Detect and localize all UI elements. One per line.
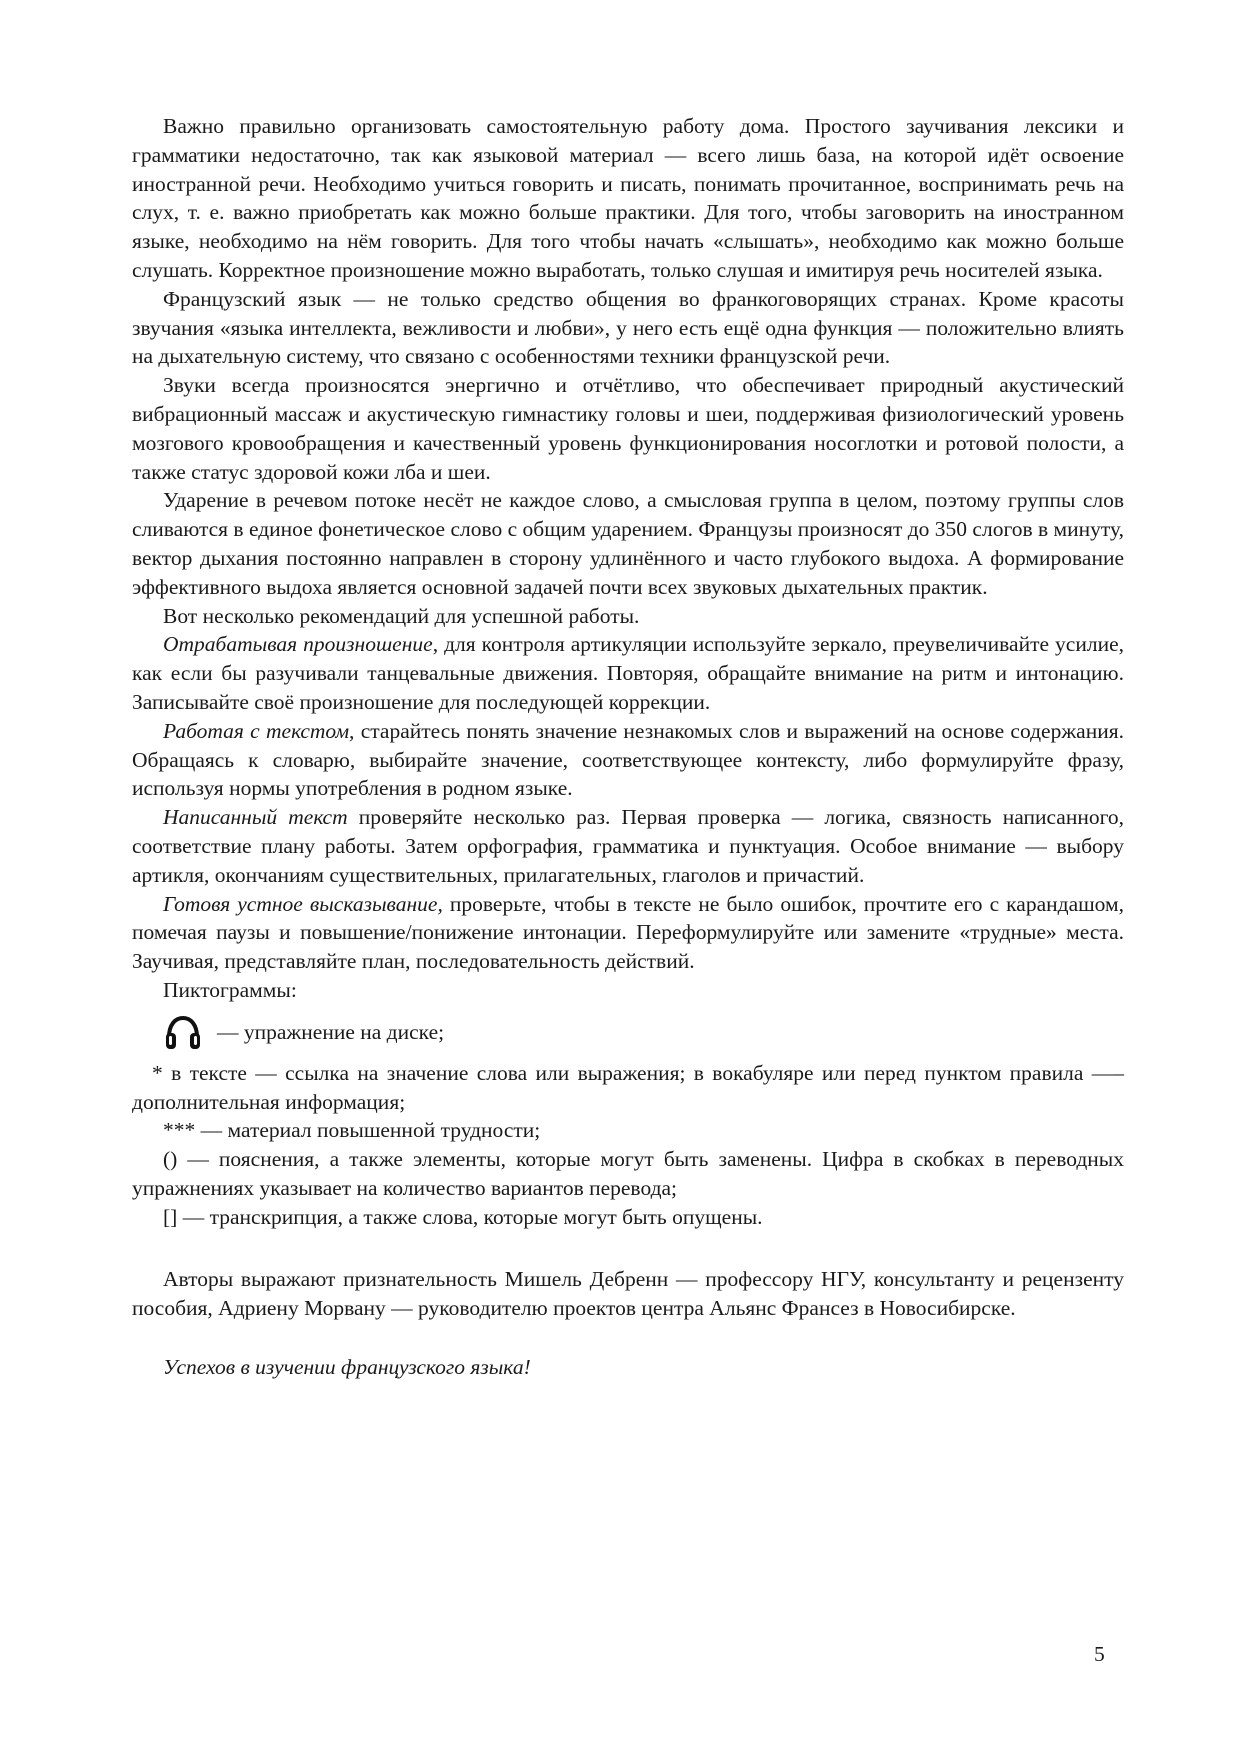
- paragraph-sounds: Звуки всегда произносятся энергично и отчётливо, что обеспечивает природный акустический вибрационный массаж и акустическую гимнастику головы и шеи, поддерживая физиологический уровень мозгового кровообращения и качественный уровень функционирования носоглотки и ротовой полости, а также статус здоровой кожи лба и шеи.: [132, 373, 1124, 484]
- pictogram-headphones-row: [163, 1013, 1124, 1053]
- recommendation-lead: Написанный текст: [163, 805, 348, 830]
- pictograms-heading: Пиктограммы:: [163, 977, 297, 1002]
- paragraph-self-study: Важно правильно организовать самостоятельную работу дома. Простого заучивания лексики и грамматики недостаточно, так как языковой материал — всего лишь база, на которой идёт освоение иностранной речи. Необходимо учиться говорить и писать, понимать прочитанное, воспринимать речь на слух, т. е. важно приобретать как можно больше практики. Для того, чтобы заговорить на иностранном языке, необходимо на нём говорить. Для того чтобы начать «слышать», необходимо как можно больше слушать. Корректное произношение можно выработать, только слушая и имитируя речь носителей языка.: [132, 114, 1124, 282]
- pictogram-triple-asterisk: *** — материал повышенной трудности;: [163, 1118, 541, 1143]
- spacer: [132, 1231, 1124, 1265]
- recommendation-text-work: [132, 717, 1124, 803]
- recommendation-pronunciation: [132, 630, 1124, 716]
- paragraph-stress: Ударение в речевом потоке несёт не каждое слово, а смысловая группа в целом, поэтому группы слов сливаются в единое фонетическое слово с общим ударением. Французы произносят до 350 слогов в минуту, вектор дыхания постоянно направлен в сторону удлинённого и часто глубокого выдоха. А формирование эффективного выдоха является основной задачей почти всех звуковых дыхательных практик.: [132, 488, 1124, 599]
- recommendation-lead: Отрабатывая произношение: [163, 632, 433, 657]
- recommendation-text: старайтесь понять значение незнакомых слов и выражений на основе содержания. Обращаясь к словарю, выбирайте значение, соответствующее контексту, либо формулируйте фразу, используя нормы употребления в родном языке.: [132, 718, 1124, 801]
- recommendation-oral: [132, 890, 1124, 976]
- closing-wish-text: Успехов в изучении французского языка!: [163, 1355, 531, 1380]
- pictogram-headphones-text: — упражнение на диске;: [217, 1020, 445, 1045]
- recommendation-lead: Работая с текстом,: [163, 718, 355, 743]
- closing-wish: [132, 1353, 1124, 1382]
- pictogram-parentheses: () — пояснения, а также элементы, которые могут быть заменены. Цифра в скобках в переводных упражнениях указывает на количество вариантов перевода;: [132, 1147, 1124, 1200]
- acknowledgement: Авторы выражают признательность Мишель Дебренн — профессору НГУ, консультанту и рецензенту пособия, Адриену Морвану — руководителю проектов центра Альянс Франсез в Новосибирске.: [132, 1267, 1124, 1321]
- page-number: 5: [1094, 1642, 1105, 1666]
- text-column: [132, 112, 1124, 1382]
- recommendation-lead: Готовя устное высказывание,: [163, 891, 443, 916]
- paragraph-french-language: Французский язык — не только средство общения во франкоговорящих странах. Кроме красоты звучания «языка интеллекта, вежливости и любви», у него есть ещё одна функция — положительно влиять на дыхательную систему, что связано с особенностями техники французской речи.: [132, 286, 1124, 369]
- recommendation-text: , для контроля артикуляции используйте зеркало, преувеличивайте усилие, как если бы разучивали танцевальные движения. Повторяя, обращайте внимание на ритм и интонацию. Записывайте своё произношение для последующей коррекции.: [132, 632, 1124, 714]
- headphones-icon: [163, 1015, 203, 1051]
- pictogram-asterisk: * в тексте — ссылка на значение слова или выражения; в вокабуляре или перед пунктом правила —– дополнительная информация;: [132, 1060, 1124, 1114]
- recommendation-text: проверяйте несколько раз. Первая проверка — логика, связность написанного, соответствие плану работы. Затем орфография, грамматика и пунктуация. Особое внимание — выбору артикля, окончаниям существительных, прилагательных, глаголов и причастий.: [132, 805, 1124, 887]
- recommendation-written-text: [132, 803, 1124, 889]
- pictogram-brackets: [] — транскрипция, а также слова, которые могут быть опущены.: [163, 1204, 763, 1229]
- paragraph-recommendations-intro: Вот несколько рекомендаций для успешной работы.: [163, 603, 640, 628]
- spacer: [132, 1323, 1124, 1353]
- recommendation-text: проверьте, чтобы в тексте не было ошибок, прочтите его с карандашом, помечая паузы и повышение/понижение интонации. Переформулируйте или замените «трудные» места. Заучивая, представляйте план, последовательность действий.: [132, 891, 1124, 974]
